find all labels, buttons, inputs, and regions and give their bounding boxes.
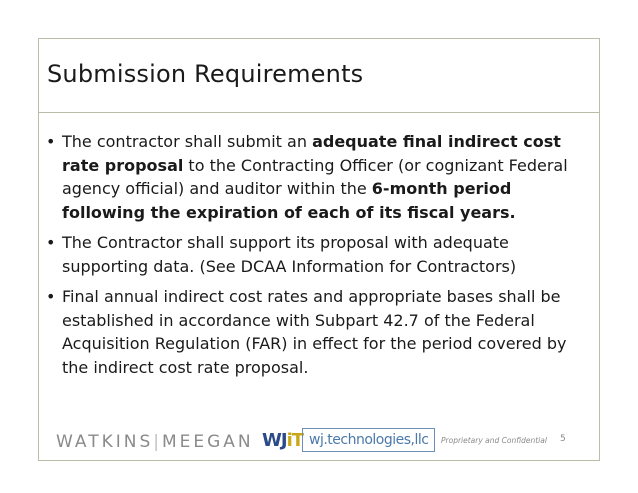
bullet-text: Final annual indirect cost rates and appropriate bases shall be established in accordance with Subpart 42.7 of the Federal Acquisition Regulation (FAR) in effect for the period covered by the indirect cost rate proposal. xyxy=(62,287,567,377)
bullet-item xyxy=(46,231,594,278)
logo-wjit-accent: iT xyxy=(286,430,304,451)
wjit-logo xyxy=(262,430,303,451)
bullet-text: The contractor shall submit an xyxy=(62,132,313,151)
bullet-text: The Contractor shall support its proposal with adequate supporting data. (See DCAA Information for Contractors) xyxy=(62,233,517,276)
watkins-meegan-logo xyxy=(56,432,254,452)
bullet-text: to the Contracting Officer (or cognizant Federal agency official) and auditor within the xyxy=(62,155,568,198)
wj-technologies-logo: wj.technologies,llc xyxy=(302,428,435,452)
confidential-label: Proprietary and Confidential xyxy=(441,436,547,445)
bullet-text-bold: 6-month period following the expiration of each of its fiscal years. xyxy=(62,179,516,222)
bullet-text-bold: adequate final indirect cost rate proposal xyxy=(62,132,561,175)
page-number: 5 xyxy=(560,434,566,444)
title-divider xyxy=(38,112,600,113)
logo-wjit-main: WJ xyxy=(262,430,287,451)
logo-meegan-text: MEEGAN xyxy=(161,432,254,452)
logo-separator: | xyxy=(153,432,162,452)
bullet-list xyxy=(46,130,594,386)
bullet-item xyxy=(46,130,594,224)
logo-watkins-text: WATKINS xyxy=(56,432,154,452)
slide-footer xyxy=(38,424,600,458)
bullet-item xyxy=(46,285,594,379)
slide-title: Submission Requirements xyxy=(47,60,364,88)
